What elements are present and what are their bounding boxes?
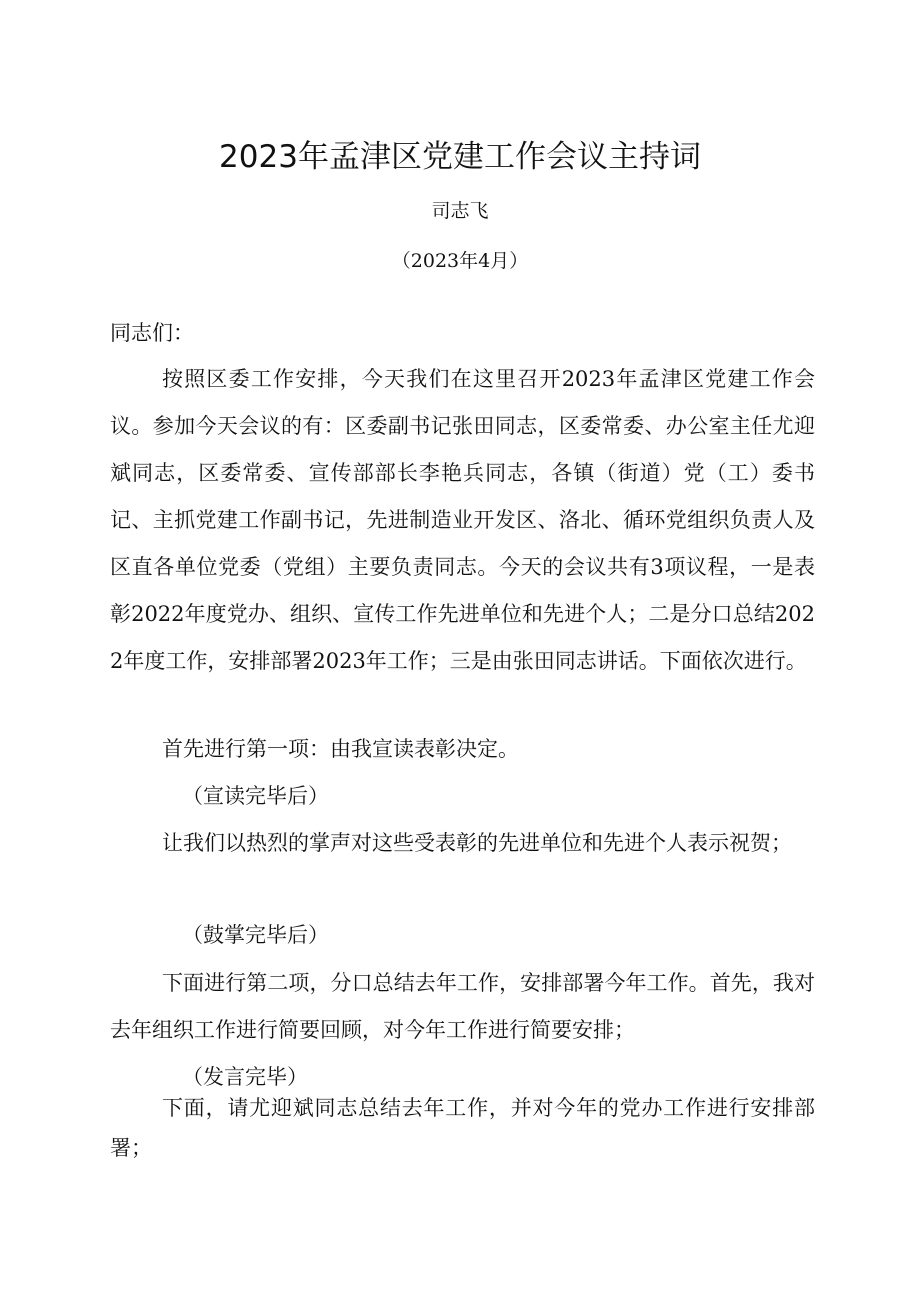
stage-note-speech-done: （发言完毕） (182, 1065, 308, 1089)
opening-paragraph: 按照区委工作安排，今天我们在这里召开2023年孟津区党建工作会议。参加今天会议的有：区委副书记张田同志，区委常委、办公室主任尤迎斌同志，区委常委、宣传部部长李艳兵同志，各镇（街道）党（工）委书记、主抓党建工作副书记，先进制造业开发区、洛北、循环党组织负责人及区直各单位党委（党组）主要负责同志。今天的会议共有3项议程，一是表彰2022年度党办、组织、宣传工作先进单位和先进个人；二是分口总结2022年度工作，安排部署2023年工作；三是由张田同志讲话。下面依次进行。 (110, 367, 815, 673)
author-name: 司志飞 (431, 200, 489, 222)
document-title: 2023年孟津区党建工作会议主持词 (219, 139, 701, 175)
salutation: 同志们： (110, 321, 194, 345)
stage-note-reading-done: （宣读完毕后） (182, 784, 329, 808)
stage-note-applause-done: （鼓掌完毕后） (182, 923, 329, 947)
next-speaker-paragraph: 下面，请尤迎斌同志总结去年工作，并对今年的党办工作进行安排部署； (110, 1096, 815, 1160)
document-date: （2023年4月） (391, 250, 529, 272)
agenda-item-two-paragraph: 下面进行第二项，分口总结去年工作，安排部署今年工作。首先，我对去年组织工作进行简要回顾，对今年工作进行简要安排； (110, 971, 815, 1042)
agenda-item-one-paragraph: 首先进行第一项：由我宣读表彰决定。 (162, 737, 519, 761)
applause-paragraph: 让我们以热烈的掌声对这些受表彰的先进单位和先进个人表示祝贺； (162, 831, 792, 855)
